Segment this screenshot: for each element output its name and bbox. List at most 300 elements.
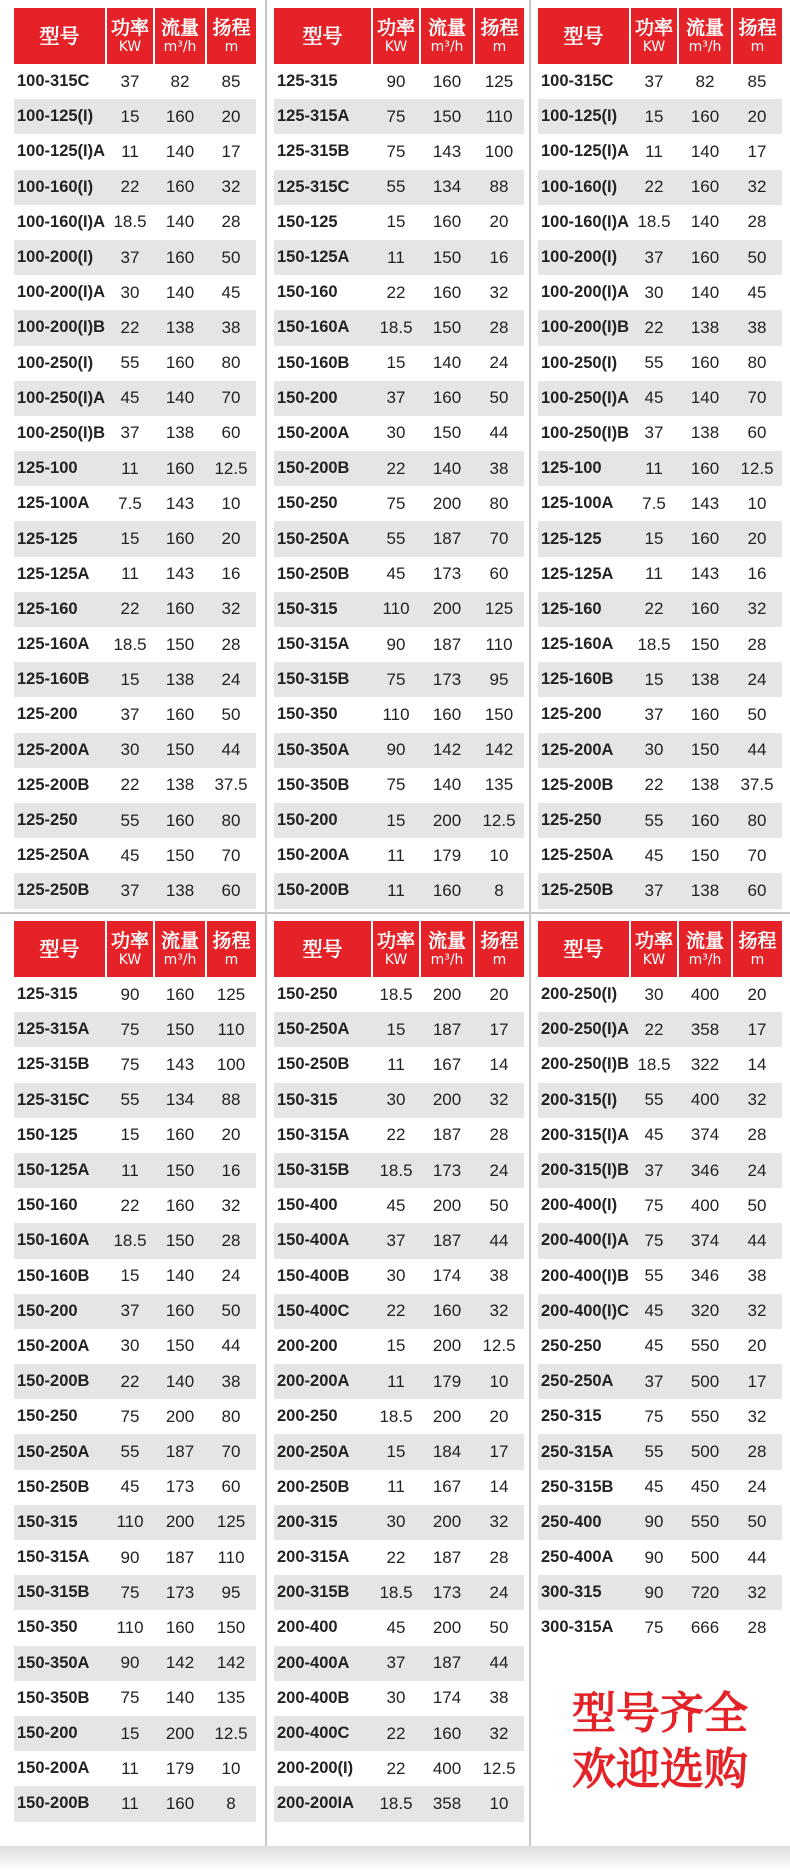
flow-cell: 167 [432,1054,462,1074]
flow-cell: 140 [690,212,720,232]
model-cell: 150-250 [277,494,338,513]
head-cell: 70 [747,845,767,865]
table-row [538,1329,782,1364]
head-cell: 12.5 [206,451,256,486]
model-cell: 100-250(I)A [538,381,630,416]
model-cell: 150-160 [17,1196,78,1215]
head-cell: 110 [217,1547,245,1567]
head-cell: 20 [206,521,256,556]
header-power-unit: KW [384,39,408,55]
power-cell: 15 [630,662,678,697]
head-cell: 32 [747,1406,767,1426]
power-cell: 75 [106,1012,154,1047]
model-cell: 150-250B [17,1477,90,1496]
table-row [274,170,524,205]
head-cell: 24 [747,1477,767,1497]
power-cell: 75 [372,662,420,697]
power-cell: 37 [644,423,664,443]
header-flow-unit: m³/h [163,39,197,55]
table-row [14,1434,256,1469]
model-cell: 300-315A [541,1618,614,1637]
model-cell: 200-400 [277,1618,338,1637]
flow-cell: 140 [154,381,206,416]
table-header-row [538,8,782,64]
table-row [14,1751,256,1786]
power-cell: 22 [386,1758,406,1778]
table-row [538,697,782,732]
head-cell: 135 [216,1688,246,1708]
power-cell: 75 [386,493,406,513]
header-model-label: 型号 [302,24,343,48]
flow-cell: 187 [420,1223,474,1258]
slogan [540,1686,780,1798]
table-row [538,1399,782,1434]
table-row [538,1505,782,1540]
flow-cell: 160 [432,71,462,91]
header-power-label: 功率 [376,17,415,39]
flow-cell: 500 [678,1434,732,1469]
power-cell: 55 [106,803,154,838]
flow-cell: 184 [420,1434,474,1469]
flow-cell: 138 [154,662,206,697]
header-power [372,8,420,64]
head-cell: 88 [474,170,524,205]
head-cell: 80 [221,353,241,373]
flow-cell: 200 [432,1617,462,1637]
table-row [538,627,782,662]
power-cell: 22 [630,592,678,627]
head-cell: 28 [747,1617,767,1637]
power-cell: 18.5 [637,1054,671,1074]
flow-cell: 150 [165,1336,195,1356]
flow-cell: 82 [695,71,715,91]
header-model [14,921,106,977]
head-cell: 32 [732,592,782,627]
head-cell: 50 [489,1617,509,1637]
table-row [538,416,782,451]
flow-cell: 400 [678,1083,732,1118]
flow-cell: 138 [678,310,732,345]
power-cell: 45 [644,845,664,865]
model-cell: 100-125(I) [14,99,106,134]
head-cell: 28 [489,1125,509,1145]
table-row [538,803,782,838]
table-row [538,1610,782,1645]
flow-cell: 200 [420,1505,474,1540]
head-cell: 60 [747,423,767,443]
model-cell: 150-315A [17,1548,90,1567]
power-cell: 55 [644,353,664,373]
header-head [474,921,524,977]
model-cell: 125-125 [14,521,106,556]
table-row [274,838,524,873]
power-cell: 15 [106,1716,154,1751]
head-cell: 12.5 [474,803,524,838]
model-cell: 200-400(I)B [541,1266,630,1285]
power-cell: 45 [644,1125,664,1145]
model-cell: 125-315 [277,72,338,91]
header-flow [678,921,732,977]
flow-cell: 138 [165,775,195,795]
head-cell: 50 [732,240,782,275]
head-cell: 20 [489,984,509,1004]
table-row [274,64,524,99]
header-flow-unit: m³/h [688,39,722,55]
model-cell: 200-315(I)B [538,1153,630,1188]
flow-cell: 150 [165,845,195,865]
power-cell: 11 [121,1758,139,1778]
flow-cell: 200 [154,1505,206,1540]
head-cell: 60 [206,873,256,908]
model-cell: 125-100 [538,451,630,486]
flow-cell: 173 [165,1477,195,1497]
table-row [538,521,782,556]
head-cell: 24 [489,353,509,373]
power-cell: 11 [630,451,678,486]
power-cell: 15 [372,1434,420,1469]
power-cell: 30 [106,733,154,768]
header-head [206,8,256,64]
flow-cell: 200 [154,1716,206,1751]
head-cell: 32 [206,170,256,205]
table-row [538,170,782,205]
model-cell: 200-200A [274,1364,372,1399]
power-cell: 37 [630,1364,678,1399]
model-cell: 150-125A [14,1153,106,1188]
power-cell: 22 [386,1125,406,1145]
power-cell: 30 [386,1266,406,1286]
power-cell: 18.5 [106,1223,154,1258]
table-row [14,592,256,627]
model-cell: 150-250 [17,1407,78,1426]
model-cell: 200-400(I)A [538,1223,630,1258]
power-cell: 11 [106,451,154,486]
head-cell: 28 [489,1547,509,1567]
power-cell: 18.5 [113,212,147,232]
table-row [538,1118,782,1153]
head-cell: 44 [489,423,509,443]
table-row [538,733,782,768]
bottom-shadow [0,1846,790,1871]
power-cell: 45 [106,381,154,416]
header-flow-unit: m³/h [688,952,722,968]
flow-cell: 187 [420,1646,474,1681]
head-cell: 10 [221,493,241,513]
column-divider [529,914,531,1846]
power-cell: 22 [630,1012,678,1047]
power-cell: 90 [120,1547,140,1567]
flow-cell: 179 [432,845,462,865]
header-flow-label: 流量 [160,17,199,39]
table-row [14,838,256,873]
flow-cell: 140 [165,1688,195,1708]
head-cell: 17 [732,1364,782,1399]
power-cell: 37 [630,240,678,275]
head-cell: 20 [221,1125,241,1145]
model-cell: 100-200(I) [538,240,630,275]
flow-cell: 143 [165,1054,195,1074]
power-cell: 30 [372,1083,420,1118]
model-cell: 150-200A [17,1336,90,1355]
model-cell: 150-200B [274,451,372,486]
model-cell: 150-250B [277,564,350,583]
header-power-label: 功率 [110,17,149,39]
flow-cell: 134 [420,170,474,205]
header-flow-unit: m³/h [430,39,464,55]
head-cell: 44 [732,733,782,768]
model-cell: 125-125A [17,564,90,583]
model-cell: 125-250B [14,873,106,908]
head-cell: 80 [489,493,509,513]
flow-cell: 160 [678,99,732,134]
head-cell: 32 [732,1575,782,1610]
head-cell: 100 [484,141,514,161]
head-cell: 32 [206,592,256,627]
power-cell: 22 [106,592,154,627]
model-cell: 100-125(I)A [17,142,106,161]
slogan-line-1: 型号齐全 [572,1688,748,1739]
model-cell: 150-160B [17,1266,90,1285]
flow-cell: 160 [690,704,720,724]
header-power-unit: KW [642,952,666,968]
column-divider [529,0,531,912]
table-row [274,557,524,592]
head-cell: 38 [206,1364,256,1399]
table-row [274,1751,524,1786]
power-cell: 37 [372,1646,420,1681]
head-cell: 10 [474,1364,524,1399]
model-cell: 125-315C [14,1083,106,1118]
power-cell: 45 [386,1617,406,1637]
model-cell: 250-400A [541,1548,614,1567]
flow-cell: 200 [420,592,474,627]
power-cell: 37 [106,240,154,275]
head-cell: 44 [474,1223,524,1258]
head-cell: 50 [732,1505,782,1540]
head-cell: 20 [489,1406,509,1426]
head-cell: 95 [474,662,524,697]
table-row [14,205,256,240]
header-head-unit: m [750,952,765,968]
head-cell: 24 [732,662,782,697]
power-cell: 75 [120,1054,140,1074]
head-cell: 10 [747,493,767,513]
head-cell: 24 [474,1153,524,1188]
power-cell: 22 [106,1364,154,1399]
power-cell: 11 [372,873,420,908]
power-cell: 18.5 [372,1575,420,1610]
head-cell: 12.5 [482,1758,516,1778]
flow-cell: 160 [154,240,206,275]
table-row [14,557,256,592]
flow-cell: 143 [690,564,720,584]
table-row [538,1364,782,1399]
model-cell: 100-160(I) [538,170,630,205]
head-cell: 12.5 [732,451,782,486]
table-row [14,627,256,662]
power-cell: 15 [630,99,678,134]
flow-cell: 550 [690,1406,720,1426]
table-row [274,1047,524,1082]
table-row [14,977,256,1012]
power-cell: 15 [120,1125,140,1145]
power-cell: 45 [386,1195,406,1215]
header-flow [420,8,474,64]
power-cell: 7.5 [642,493,666,513]
table-row [14,1083,256,1118]
flow-cell: 140 [690,282,720,302]
power-cell: 75 [386,141,406,161]
table-row [274,1505,524,1540]
table-row [538,1012,782,1047]
model-cell: 250-250A [538,1364,630,1399]
power-cell: 11 [387,845,405,865]
model-cell: 125-250A [17,846,90,865]
power-cell: 22 [372,451,420,486]
header-power [372,921,420,977]
head-cell: 28 [747,1125,767,1145]
power-cell: 18.5 [379,1406,413,1426]
model-cell: 150-200 [274,381,372,416]
model-cell: 100-125(I) [538,99,630,134]
flow-cell: 160 [154,1786,206,1821]
power-cell: 11 [121,564,139,584]
head-cell: 95 [206,1575,256,1610]
header-head-unit: m [750,39,765,55]
flow-cell: 200 [165,1406,195,1426]
flow-cell: 150 [154,733,206,768]
head-cell: 50 [747,704,767,724]
model-cell: 250-315 [541,1407,602,1426]
flow-cell: 187 [420,521,474,556]
head-cell: 38 [206,310,256,345]
power-cell: 22 [106,310,154,345]
power-cell: 37 [630,873,678,908]
head-cell: 44 [206,733,256,768]
table-row [538,1259,782,1294]
table-row [14,451,256,486]
model-cell: 150-250A [274,521,372,556]
model-cell: 250-315A [538,1434,630,1469]
head-cell: 20 [732,521,782,556]
head-cell: 28 [747,212,767,232]
header-head-unit: m [224,39,239,55]
flow-cell: 140 [432,353,462,373]
model-cell: 150-315 [14,1505,106,1540]
table-row [274,1259,524,1294]
power-cell: 22 [372,1716,420,1751]
model-cell: 150-315A [277,635,350,654]
header-model [274,921,372,977]
power-cell: 30 [630,733,678,768]
head-cell: 20 [489,212,509,232]
flow-cell: 160 [678,521,732,556]
table-row [274,1681,524,1716]
head-cell: 150 [484,704,514,724]
table-row [14,733,256,768]
model-cell: 150-315B [14,1575,106,1610]
table-row [14,1223,256,1258]
head-cell: 85 [747,71,767,91]
table-row [538,873,782,908]
header-head-label: 扬程 [738,17,777,39]
model-cell: 200-315(I)A [541,1125,630,1144]
flow-cell: 187 [432,634,462,654]
table-row [274,1540,524,1575]
power-cell: 37 [644,71,664,91]
flow-cell: 374 [690,1125,720,1145]
flow-cell: 150 [420,99,474,134]
power-cell: 30 [644,282,664,302]
head-cell: 70 [474,521,524,556]
head-cell: 60 [221,1477,241,1497]
power-cell: 45 [644,1477,664,1497]
head-cell: 125 [206,1505,256,1540]
table-row [274,381,524,416]
model-cell: 150-350B [17,1688,90,1707]
head-cell: 44 [747,1547,767,1567]
table-row [14,1118,256,1153]
flow-cell: 400 [690,1195,720,1215]
flow-cell: 143 [432,141,462,161]
header-flow-label: 流量 [160,930,199,952]
table-row [274,1083,524,1118]
header-flow [678,8,732,64]
power-cell: 22 [386,1547,406,1567]
table-row [14,768,256,803]
power-cell: 11 [645,141,663,161]
table-row [538,1223,782,1258]
head-cell: 12.5 [206,1716,256,1751]
table-row [274,627,524,662]
flow-cell: 173 [154,1575,206,1610]
flow-cell: 160 [678,240,732,275]
model-cell: 150-200B [274,873,372,908]
power-cell: 75 [386,775,406,795]
table-row [14,1259,256,1294]
flow-cell: 200 [432,984,462,1004]
header-model-label: 型号 [39,937,80,961]
model-cell: 150-160B [277,353,350,372]
table-row [274,662,524,697]
model-cell: 125-315A [274,99,372,134]
flow-cell: 200 [432,1336,462,1356]
header-head-unit: m [492,952,507,968]
table-row [274,1153,524,1188]
table-row [538,240,782,275]
header-flow-label: 流量 [427,17,466,39]
table-header-row [14,921,256,977]
head-cell: 24 [732,1153,782,1188]
model-cell: 100-125(I)A [541,142,630,161]
flow-cell: 143 [165,493,195,513]
model-cell: 125-100A [17,494,90,513]
model-cell: 200-250B [277,1477,350,1496]
model-cell: 250-250 [541,1336,602,1355]
table-row [14,134,256,169]
flow-cell: 187 [420,1012,474,1047]
flow-cell: 82 [170,71,190,91]
head-cell: 14 [489,1054,509,1074]
model-cell: 125-315 [17,985,78,1004]
flow-cell: 140 [165,141,195,161]
flow-cell: 720 [678,1575,732,1610]
spec-table [538,921,782,1646]
model-cell: 200-315A [277,1548,350,1567]
header-power-unit: KW [118,952,142,968]
flow-cell: 140 [432,775,462,795]
table-row [274,310,524,345]
